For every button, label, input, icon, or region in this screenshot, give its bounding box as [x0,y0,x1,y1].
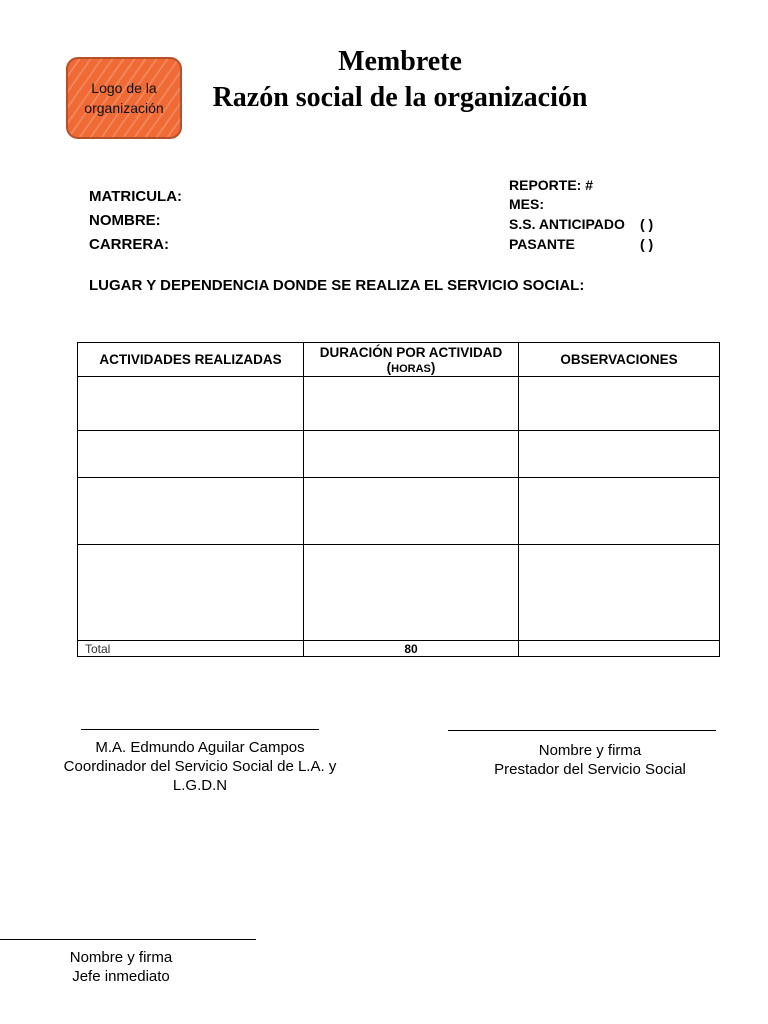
table-header-row [78,343,720,377]
nombre-label: NOMBRE: [89,212,161,229]
table-row [78,545,720,641]
letterhead-title: Membrete [338,46,462,77]
logo-text: Logo de la organización [84,80,164,116]
coordinator-signature-line [81,729,319,730]
col-duracion-header [304,343,519,377]
matricula-label: MATRICULA: [89,188,183,205]
ss-anticipado-checkbox[interactable]: ( ) [640,216,654,232]
activity-cell[interactable] [78,478,304,545]
total-value: 80 [304,641,519,657]
duration-cell[interactable] [304,478,519,545]
coordinator-title: Coordinador del Servicio Social de L.A. y [63,758,337,775]
col-observaciones-header: OBSERVACIONES [519,343,720,377]
prestador-title: Prestador del Servicio Social [494,761,686,778]
ss-anticipado-label: S.S. ANTICIPADO [509,216,625,232]
mes-label: MES: [509,196,544,212]
duration-cell[interactable] [304,377,519,431]
prestador-name-label: Nombre y firma [538,742,642,759]
organization-name: Razón social de la organización [212,82,588,113]
table-row [78,478,720,545]
table-row [78,377,720,431]
activity-cell[interactable] [78,377,304,431]
jefe-title: Jefe inmediato [72,968,170,985]
col-actividades-header: ACTIVIDADES REALIZADAS [78,343,304,377]
activities-table [77,342,720,657]
pasante-checkbox[interactable]: ( ) [640,236,654,252]
activity-cell[interactable] [78,431,304,478]
total-row [78,641,720,657]
prestador-signature-line [448,730,716,731]
observations-cell[interactable] [519,377,720,431]
jefe-signature-block [21,948,221,986]
coordinator-signature-block [50,738,350,795]
coordinator-name: M.A. Edmundo Aguilar Campos [95,739,305,756]
activity-cell[interactable] [78,545,304,641]
table-row [78,431,720,478]
jefe-name-label: Nombre y firma [69,949,173,966]
jefe-signature-line [0,939,256,940]
total-observations-cell [519,641,720,657]
col-duracion-title: DURACIÓN POR ACTIVIDAD [319,344,503,360]
duration-cell[interactable] [304,431,519,478]
pasante-label: PASANTE [509,236,575,252]
total-label: Total [78,641,304,657]
col-duracion-unit: (HORAS) [386,359,436,375]
prestador-signature-block [440,741,740,779]
duration-cell[interactable] [304,545,519,641]
coordinator-title-cont: L.G.D.N [172,777,228,794]
observations-cell[interactable] [519,431,720,478]
reporte-label: REPORTE: # [509,177,594,193]
carrera-label: CARRERA: [89,236,169,253]
observations-cell[interactable] [519,478,720,545]
lugar-dependencia-label: LUGAR Y DEPENDENCIA DONDE SE REALIZA EL SERVICIO SOCIAL: [89,277,585,294]
observations-cell[interactable] [519,545,720,641]
